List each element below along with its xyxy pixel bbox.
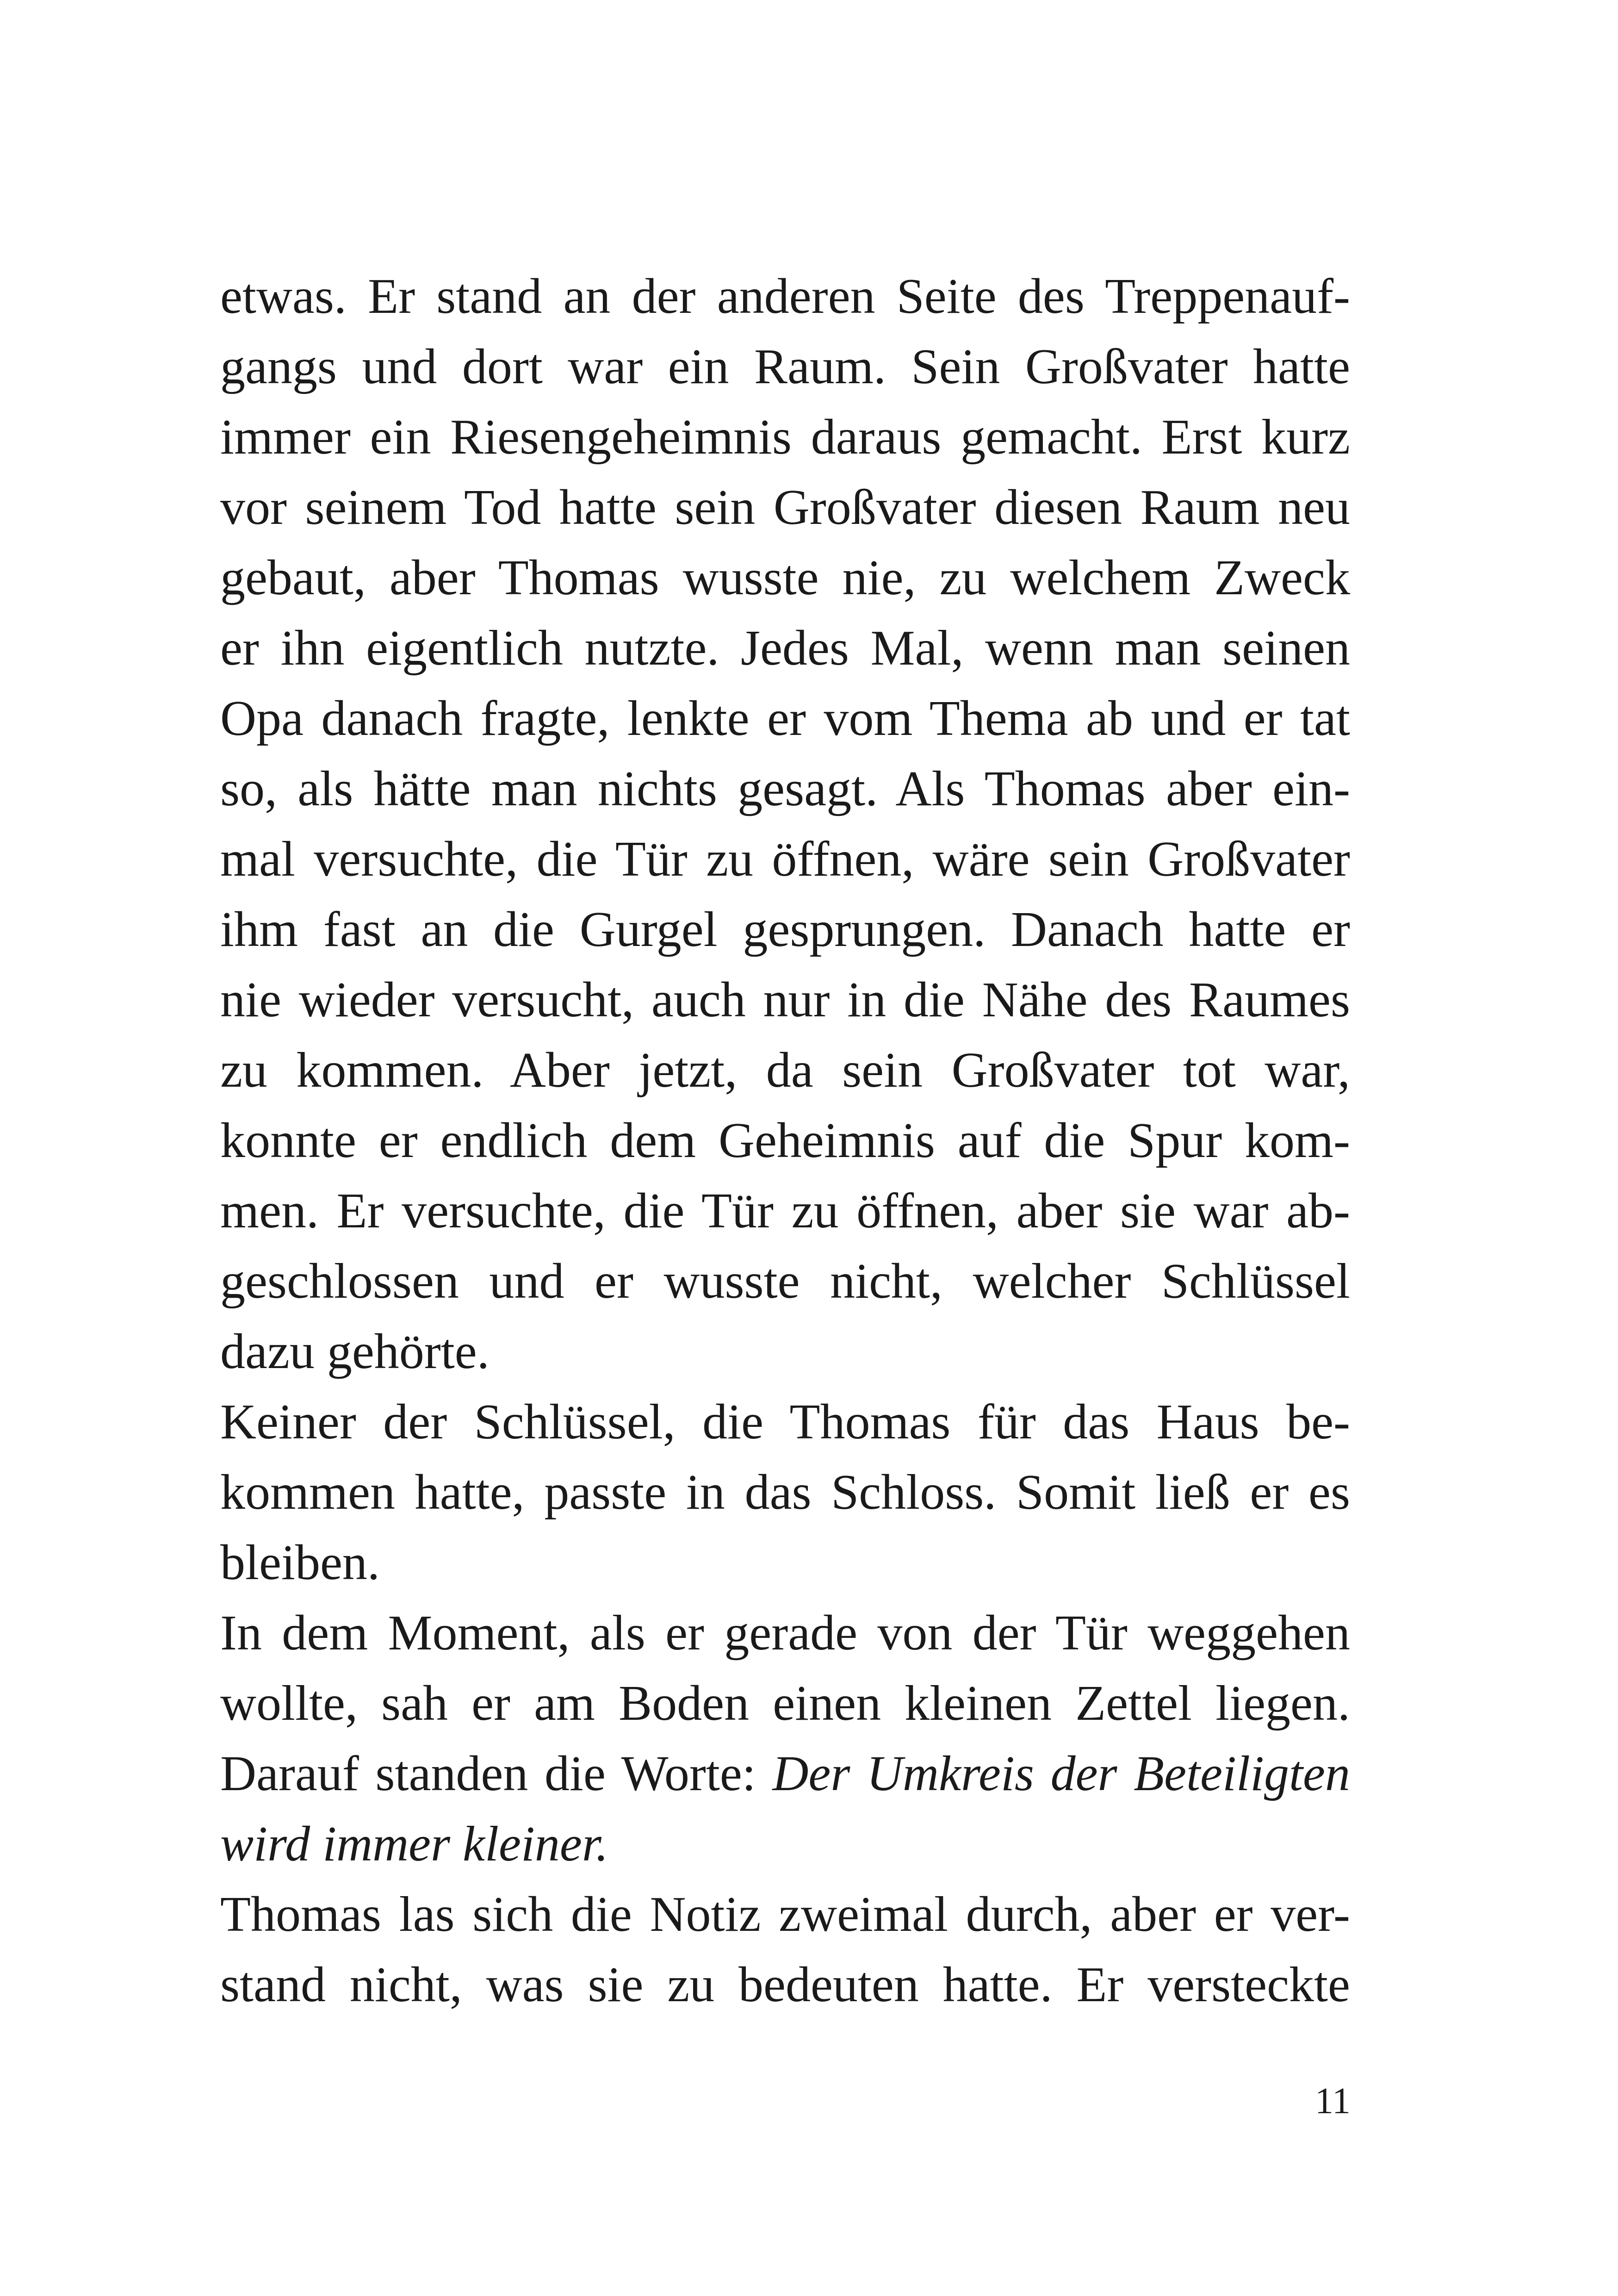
text-line: kommen hatte, passte in das Schloss. Somit ließ er es xyxy=(220,1465,1350,1520)
text-line: men. Er versuchte, die Tür zu öffnen, aber sie war ab- xyxy=(220,1183,1350,1238)
text-line: dazu gehörte. xyxy=(220,1324,490,1379)
text-line: zu kommen. Aber jetzt, da sein Großvater tot war, xyxy=(220,1043,1350,1098)
text-line: etwas. Er stand an der anderen Seite des Treppenauf- xyxy=(220,269,1350,324)
text-line: mal versuchte, die Tür zu öffnen, wäre sein Großvater xyxy=(220,832,1350,887)
text-line: vor seinem Tod hatte sein Großvater diesen Raum neu xyxy=(220,480,1350,535)
text-line: stand nicht, was sie zu bedeuten hatte. Er versteckte xyxy=(220,1957,1350,2012)
text-line: ihm fast an die Gurgel gesprungen. Danach hatte er xyxy=(220,902,1350,957)
text-line: Thomas las sich die Notiz zweimal durch, aber er ver- xyxy=(220,1887,1350,1942)
italic-quote-line xyxy=(220,1809,1350,1879)
text-line-with-italic xyxy=(220,1739,1350,1809)
page-number: 11 xyxy=(1314,2081,1351,2122)
italic-quote: wird immer kleiner. xyxy=(220,1817,608,1872)
text-line: bleiben. xyxy=(220,1535,380,1590)
text-line: konnte er endlich dem Geheimnis auf die Spur kom- xyxy=(220,1113,1350,1168)
text-segment: Darauf standen die Worte: xyxy=(220,1746,773,1801)
text-line: er ihn eigentlich nutzte. Jedes Mal, wenn man seinen xyxy=(220,621,1350,676)
text-line: nie wieder versucht, auch nur in die Nähe des Raumes xyxy=(220,972,1350,1027)
text-line: wollte, sah er am Boden einen kleinen Zettel liegen. xyxy=(220,1676,1350,1731)
text-line: gangs und dort war ein Raum. Sein Großvater hatte xyxy=(220,339,1350,394)
text-line: Opa danach fragte, lenkte er vom Thema ab und er tat xyxy=(220,691,1350,746)
text-line: Keiner der Schlüssel, die Thomas für das Haus be- xyxy=(220,1394,1350,1450)
text-line: geschlossen und er wusste nicht, welcher Schlüssel xyxy=(220,1254,1350,1309)
italic-quote: Der Umkreis der Beteiligten xyxy=(772,1746,1350,1801)
text-line: immer ein Riesengeheimnis daraus gemacht. Erst kurz xyxy=(220,410,1350,465)
body-text xyxy=(220,261,1350,2020)
text-line: so, als hätte man nichts gesagt. Als Thomas aber ein- xyxy=(220,761,1350,816)
text-line: gebaut, aber Thomas wusste nie, zu welchem Zweck xyxy=(220,550,1350,605)
text-line: In dem Moment, als er gerade von der Tür weggehen xyxy=(220,1605,1350,1661)
